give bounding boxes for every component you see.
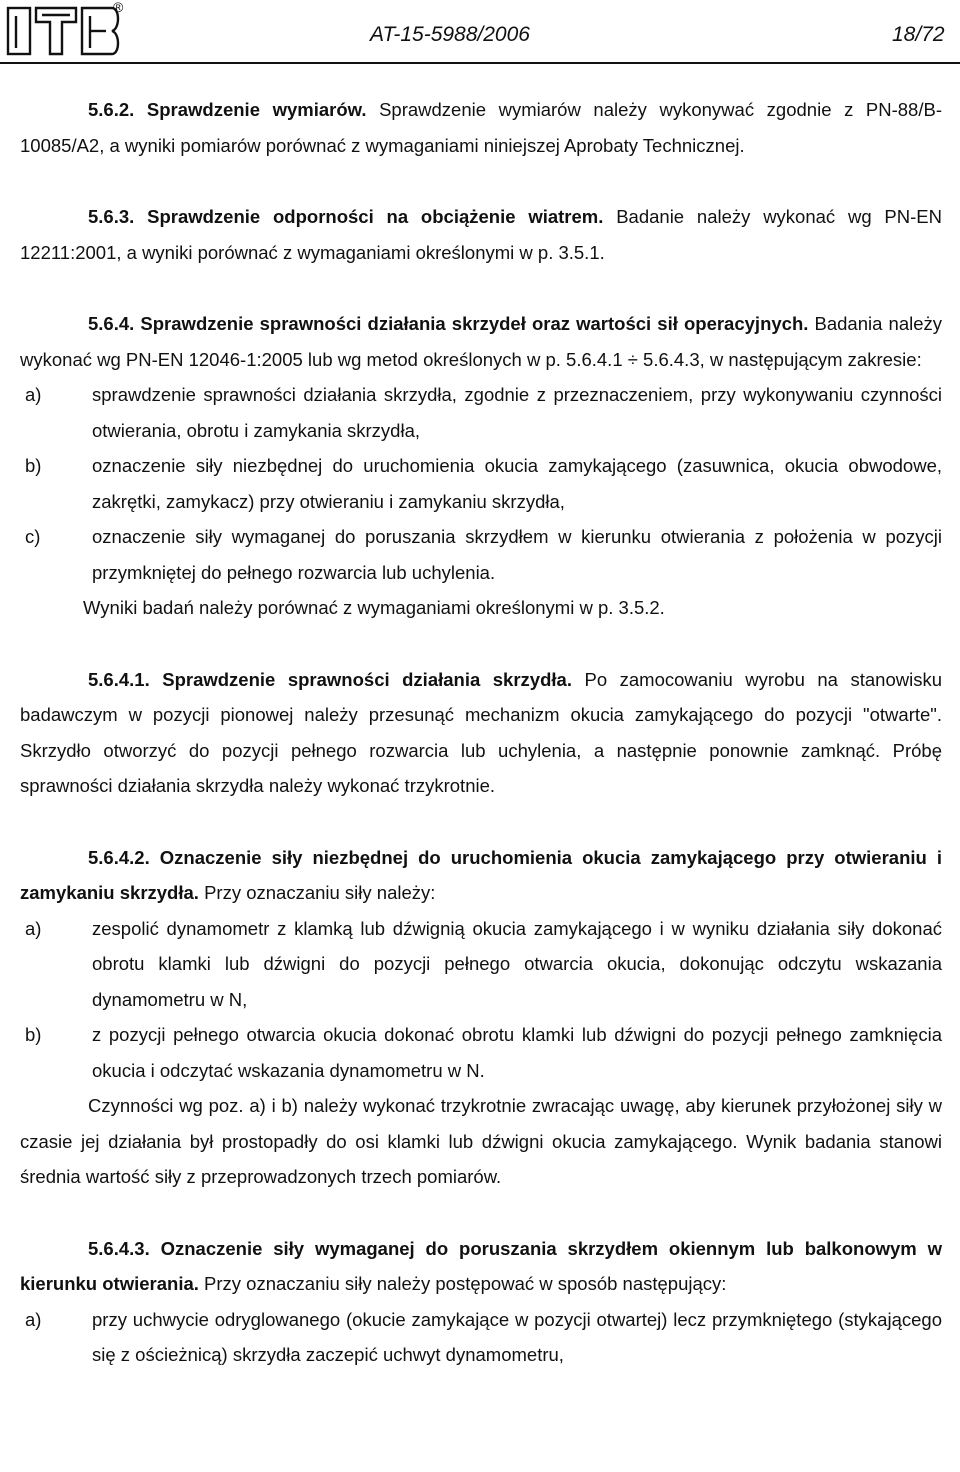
- list-marker: a): [25, 384, 42, 405]
- section-5-6-4: [20, 306, 942, 377]
- results-note: Wyniki badań należy porównać z wymaganiami określonymi w p. 3.5.2.: [83, 597, 665, 618]
- section-number: 5.6.4.1.: [88, 668, 150, 690]
- list-item: [20, 519, 942, 590]
- paragraph-gap: [20, 804, 942, 840]
- section-title: Sprawdzenie wymiarów.: [146, 99, 367, 120]
- section-title: Sprawdzenie odporności na obciążenie wiatrem.: [147, 206, 604, 227]
- section-number: 5.6.2.: [88, 99, 135, 120]
- section-5-6-4-1: [20, 662, 942, 804]
- paragraph-gap: [20, 1195, 942, 1231]
- section-text: Przy oznaczaniu siły należy postępować w sposób następujący:: [204, 1273, 727, 1294]
- procedure-closing-paragraph: Czynności wg poz. a) i b) należy wykonać trzykrotnie zwracając uwagę, aby kierunek przyłożonej siły w czasie jej działania był prostopadły do osi klamki lub dźwigni okucia zamykającego. Wynik badania stanowi średnia wartość siły z przeprowadzonych trzech pomiarów.: [20, 1095, 942, 1187]
- section-5-6-4-2: [20, 840, 942, 911]
- document-body: [20, 92, 942, 1373]
- section-number: 5.6.3.: [88, 206, 135, 227]
- list-marker: c): [25, 526, 41, 547]
- section-5-6-3: [20, 199, 942, 270]
- section-text: Po zamocowaniu wyrobu na stanowisku badawczym w pozycji pionowej należy przesunąć mechanizm okucia zamykającego do pozycji "otwarte". Skrzydło otworzyć do pozycji pełnego rozwarcia lub uchylenia, a następnie ponownie zamknąć. Próbę sprawności działania skrzydła należy wykonać trzykrotnie.: [20, 668, 942, 796]
- list-item: [20, 911, 942, 1018]
- list-item: [20, 448, 942, 519]
- section-number: 5.6.4.: [88, 313, 135, 334]
- list-item-text: sprawdzenie sprawności działania skrzydła, zgodnie z przeznaczeniem, przy wykonywaniu czynności otwierania, obrotu i zamykania skrzydła,: [92, 384, 942, 441]
- list-item: [20, 1017, 942, 1088]
- section-5-6-4-3: [20, 1231, 942, 1302]
- section-number: 5.6.4.2.: [88, 846, 150, 868]
- list-item-text: zespolić dynamometr z klamką lub dźwignią okucia zamykającego i w wyniku działania siły dokonać obrotu klamki lub dźwigni do pozycji pełnego otwarcia okucia, dokonując odczytu wskazania dynamometru w N,: [92, 917, 942, 1010]
- paragraph-gap: [20, 270, 942, 306]
- itb-logo: [6, 4, 124, 58]
- paragraph-gap: [20, 163, 942, 199]
- section-text: Sprawdzenie wymiarów należy wykonywać zgodnie z PN-88/B-10085/A2, a wyniki pomiarów porównać z wymaganiami niniejszej Aprobaty Technicznej.: [20, 99, 942, 156]
- section-5-6-2: [20, 92, 942, 163]
- header-rule: [0, 62, 960, 64]
- page-header: [0, 0, 960, 66]
- list-marker: b): [25, 1024, 42, 1045]
- section-text: Przy oznaczaniu siły należy:: [204, 882, 436, 903]
- section-number: 5.6.4.3.: [88, 1237, 150, 1259]
- list-marker: a): [25, 1308, 42, 1330]
- section-title: Oznaczenie siły niezbędnej do uruchomienia okucia zamykającego przy otwieraniu i zamykaniu skrzydła.: [20, 846, 942, 903]
- section-title: Sprawdzenie sprawności działania skrzydła.: [162, 668, 572, 690]
- document-number: AT-15-5988/2006: [370, 23, 530, 46]
- list-item: [20, 1302, 942, 1373]
- list-item-text: z pozycji pełnego otwarcia okucia dokonać obrotu klamki lub dźwigni do pozycji pełnego zamknięcia okucia i odczytać wskazania dynamometru w N.: [92, 1024, 942, 1081]
- page-number: 18/72: [892, 23, 945, 46]
- list-item: [20, 377, 942, 448]
- section-text: Badanie należy wykonać wg PN-EN 12211:2001, a wyniki porównać z wymaganiami określonymi w p. 3.5.1.: [20, 206, 942, 263]
- section-title: Oznaczenie siły wymaganej do poruszania skrzydłem okiennym lub balkonowym w kierunku otwierania.: [20, 1237, 943, 1294]
- section-text: Badania należy wykonać wg PN-EN 12046-1:2005 lub wg metod określonych w p. 5.6.4.1 ÷ 5.6.4.3, w następującym zakresie:: [20, 313, 943, 370]
- list-marker: a): [25, 917, 42, 939]
- list-item-text: oznaczenie siły niezbędnej do uruchomienia okucia zamykającego (zasuwnica, okucia obwodowe, zakrętki, zamykacz) przy otwieraniu i zamykaniu skrzydła,: [92, 455, 942, 512]
- list-marker: b): [25, 455, 42, 476]
- section-title: Sprawdzenie sprawności działania skrzydeł oraz wartości sił operacyjnych.: [140, 313, 809, 334]
- paragraph-gap: [20, 626, 942, 662]
- list-item-text: oznaczenie siły wymaganej do poruszania skrzydłem w kierunku otwierania z położenia w pozycji przymkniętej do pełnego rozwarcia lub uchylenia.: [92, 526, 942, 583]
- list-item-text: przy uchwycie odryglowanego (okucie zamykające w pozycji otwartej) lecz przymkniętego (stykającego się z ościeżnicą) skrzydła zaczepić uchwyt dynamometru,: [92, 1308, 942, 1365]
- registered-trademark-mark: ®: [113, 0, 124, 15]
